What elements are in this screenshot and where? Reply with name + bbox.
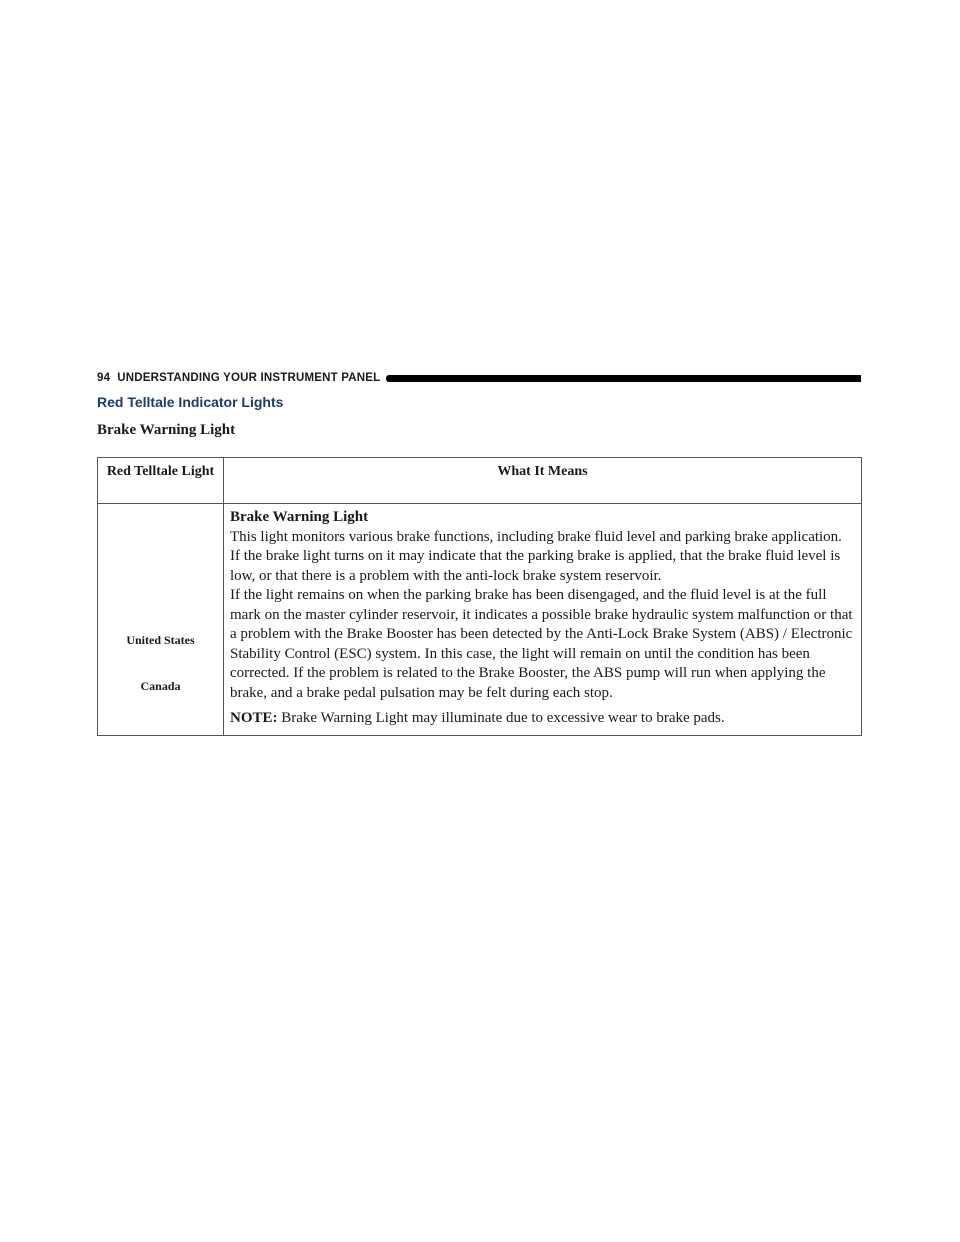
page-number: 94 xyxy=(97,372,111,384)
header-rule xyxy=(386,375,861,382)
column-header-meaning: What It Means xyxy=(224,458,862,504)
region-label-united-states: United States xyxy=(126,633,195,647)
column-header-light: Red Telltale Light xyxy=(98,458,224,504)
table-header-row xyxy=(98,458,862,504)
table-row xyxy=(98,504,862,736)
light-cell xyxy=(98,504,224,736)
note-label: NOTE: xyxy=(230,710,278,726)
running-title: UNDERSTANDING YOUR INSTRUMENT PANEL xyxy=(117,372,381,384)
note xyxy=(230,709,855,729)
telltale-table xyxy=(97,457,862,736)
page-header xyxy=(97,370,861,386)
sub-heading: Brake Warning Light xyxy=(97,422,236,438)
meaning-paragraph-1: This light monitors various brake functions, including brake fluid level and parking brake application. If the brake light turns on it may indicate that the parking brake is applied, that the brake fluid level is low, or that there is a problem with the anti-lock brake system reservoir. xyxy=(230,528,842,584)
section-heading: Red Telltale Indicator Lights xyxy=(97,394,284,410)
meaning-title: Brake Warning Light xyxy=(230,509,369,525)
note-text: Brake Warning Light may illuminate due to excessive wear to brake pads. xyxy=(281,710,725,726)
meaning-paragraph-2: If the light remains on when the parking brake has been disengaged, and the fluid level is at the full mark on the master cylinder reservoir, it indicates a possible brake hydraulic system malfunction or that a problem with the Brake Booster has been detected by the Anti-Lock Brake System (ABS) / Electronic Stability Control (ESC) system. In this case, the light will remain on until the condition has been corrected. If the problem is related to the Brake Booster, the ABS pump will run when applying the brake, and a brake pedal pulsation may be felt during each stop. xyxy=(230,587,853,701)
region-label-canada: Canada xyxy=(140,679,181,693)
meaning-cell xyxy=(224,504,862,736)
